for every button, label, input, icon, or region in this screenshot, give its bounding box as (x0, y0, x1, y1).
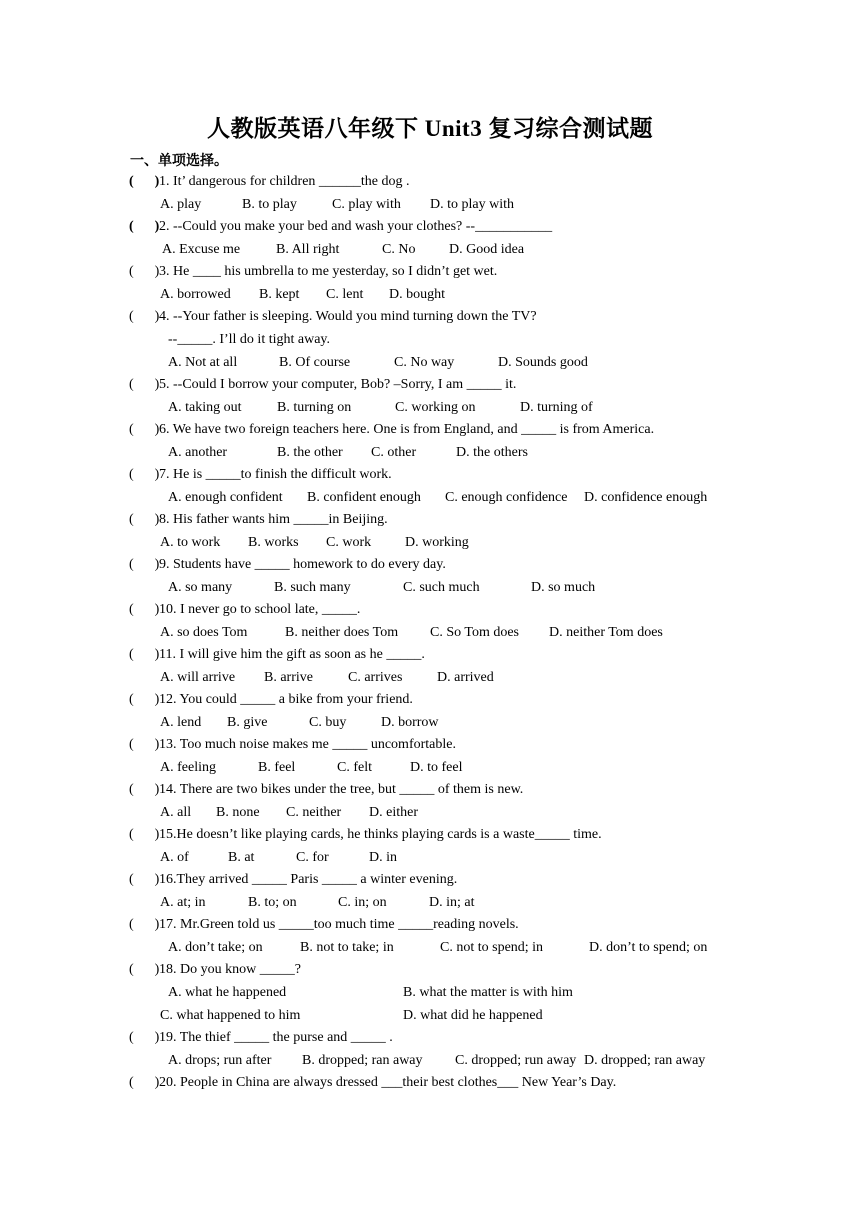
option-b: B. dropped; ran away (302, 1053, 423, 1068)
option-a: A. another (168, 445, 228, 460)
question-stem: 12. You could _____ a bike from your friend. (159, 692, 413, 707)
question-15 (129, 827, 602, 843)
page-title: 人教版英语八年级下 Unit3 复习综合测试题 (207, 116, 653, 141)
option-b: B. neither does Tom (285, 625, 399, 640)
answer-blank[interactable]: ( ) (129, 827, 160, 842)
option-b: B. arrive (264, 670, 313, 685)
option-c: C. what happened to him (160, 1008, 301, 1023)
option-b: B. what the matter is with him (403, 985, 573, 1000)
option-c: C. No way (394, 355, 455, 370)
option-d: D. what did he happened (403, 1008, 543, 1023)
question-18 (129, 962, 301, 978)
option-d: D. in; at (429, 895, 475, 910)
option-a: A. drops; run after (168, 1053, 272, 1068)
answer-blank[interactable]: ( ) (129, 512, 160, 527)
question-10 (129, 602, 360, 618)
option-d: D. Sounds good (498, 355, 588, 370)
option-b: B. to; on (248, 895, 297, 910)
answer-blank[interactable]: ( ) (129, 264, 160, 279)
option-c: C. not to spend; in (440, 940, 544, 955)
question-4 (129, 309, 537, 325)
question-stem: 18. Do you know _____? (159, 962, 301, 977)
option-d: D. working (405, 535, 469, 550)
option-c: C. So Tom does (430, 625, 519, 640)
option-d: D. bought (389, 287, 445, 302)
option-a: A. play (160, 197, 202, 212)
question-9 (129, 557, 446, 573)
question-17 (129, 917, 519, 933)
option-b: B. Of course (279, 355, 351, 370)
question-stem: 20. People in China are always dressed ___their best clothes___ New Year’s Day. (159, 1075, 617, 1090)
option-b: B. confident enough (307, 490, 421, 505)
question-3 (129, 264, 497, 280)
answer-blank[interactable]: ( ) (129, 872, 160, 887)
question-1 (129, 174, 410, 190)
option-c: C. No (382, 242, 416, 257)
question-19 (129, 1030, 393, 1046)
question-stem: 17. Mr.Green told us _____too much time _____reading novels. (159, 917, 519, 932)
question-stem: 10. I never go to school late, _____. (159, 602, 361, 617)
option-c: C. other (371, 445, 417, 460)
question-7 (129, 467, 392, 483)
option-b: B. feel (258, 760, 296, 775)
answer-blank[interactable]: ( ) (129, 647, 160, 662)
option-b: B. the other (277, 445, 343, 460)
option-c: C. in; on (338, 895, 387, 910)
option-b: B. none (216, 805, 260, 820)
question-16 (129, 872, 457, 888)
option-b: B. such many (274, 580, 351, 595)
answer-blank[interactable]: ( ) (129, 557, 160, 572)
question-stem: 1. It’ dangerous for children ______the dog . (159, 174, 410, 189)
option-a: A. taking out (168, 400, 242, 415)
option-a: A. Not at all (168, 355, 238, 370)
option-b: B. kept (259, 287, 300, 302)
answer-blank[interactable]: ( ) (129, 962, 160, 977)
question-8 (129, 512, 388, 528)
answer-blank[interactable]: ( ) (129, 1030, 160, 1045)
question-stem: 11. I will give him the gift as soon as he _____. (159, 647, 425, 662)
option-b: B. to play (242, 197, 297, 212)
option-b: B. All right (276, 242, 340, 257)
answer-blank[interactable]: ( ) (129, 309, 160, 324)
option-a: A. lend (160, 715, 202, 730)
option-b: B. give (227, 715, 268, 730)
question-stem: 6. We have two foreign teachers here. One is from England, and _____ is from America. (159, 422, 655, 437)
answer-blank[interactable]: ( ) (129, 917, 160, 932)
option-d: D. to play with (430, 197, 514, 212)
option-d: D. neither Tom does (549, 625, 663, 640)
option-d: D. confidence enough (584, 490, 708, 505)
option-d: D. the others (456, 445, 528, 460)
option-d: D. dropped; ran away (584, 1053, 706, 1068)
question-stem: 16.They arrived _____ Paris _____ a winter evening. (159, 872, 458, 887)
option-d: D. arrived (437, 670, 494, 685)
question-13 (129, 737, 456, 753)
answer-blank[interactable]: ( ) (129, 422, 160, 437)
question-stem-continued: --_____. I’ll do it tight away. (168, 332, 331, 347)
option-a: A. so does Tom (160, 625, 248, 640)
option-a: A. at; in (160, 895, 206, 910)
option-d: D. don’t to spend; on (589, 940, 708, 955)
option-c: C. such much (403, 580, 480, 595)
question-stem: 9. Students have _____ homework to do every day. (159, 557, 446, 572)
answer-blank[interactable]: ( ) (129, 219, 160, 234)
question-stem: 13. Too much noise makes me _____ uncomfortable. (159, 737, 456, 752)
option-c: C. for (296, 850, 329, 865)
option-c: C. work (326, 535, 372, 550)
answer-blank[interactable]: ( ) (129, 1075, 160, 1090)
question-stem: 5. --Could I borrow your computer, Bob? –Sorry, I am _____ it. (159, 377, 517, 392)
answer-blank[interactable]: ( ) (129, 602, 160, 617)
option-b: B. not to take; in (300, 940, 394, 955)
option-b: B. works (248, 535, 299, 550)
answer-blank[interactable]: ( ) (129, 174, 160, 189)
option-a: A. feeling (160, 760, 216, 775)
option-c: C. dropped; run away (455, 1053, 577, 1068)
option-c: C. arrives (348, 670, 403, 685)
option-d: D. to feel (410, 760, 463, 775)
option-c: C. buy (309, 715, 347, 730)
answer-blank[interactable]: ( ) (129, 377, 160, 392)
option-d: D. borrow (381, 715, 439, 730)
option-b: B. turning on (277, 400, 352, 415)
question-stem: 19. The thief _____ the purse and _____ . (159, 1030, 393, 1045)
question-12 (129, 692, 413, 708)
option-c: C. working on (395, 400, 476, 415)
option-c: C. felt (337, 760, 372, 775)
option-a: A. all (160, 805, 192, 820)
option-d: D. in (369, 850, 397, 865)
option-a: A. what he happened (168, 985, 287, 1000)
question-stem: 14. There are two bikes under the tree, but _____ of them is new. (159, 782, 524, 797)
answer-blank[interactable]: ( ) (129, 692, 160, 707)
option-d: D. turning of (520, 400, 593, 415)
option-d: D. so much (531, 580, 596, 595)
option-d: D. Good idea (449, 242, 525, 257)
option-a: A. to work (160, 535, 221, 550)
question-stem: 4. --Your father is sleeping. Would you mind turning down the TV? (159, 309, 537, 324)
question-stem: 8. His father wants him _____in Beijing. (159, 512, 388, 527)
option-a: A. so many (168, 580, 233, 595)
option-d: D. either (369, 805, 418, 820)
question-14 (129, 782, 523, 798)
section-heading: 一、单项选择。 (130, 154, 228, 169)
answer-blank[interactable]: ( ) (129, 467, 160, 482)
question-stem: 15.He doesn’t like playing cards, he thinks playing cards is a waste_____ time. (159, 827, 602, 842)
option-a: A. borrowed (160, 287, 231, 302)
option-c: C. lent (326, 287, 364, 302)
question-stem: 7. He is _____to finish the difficult work. (159, 467, 392, 482)
option-c: C. neither (286, 805, 342, 820)
option-a: A. don’t take; on (168, 940, 263, 955)
option-a: A. of (160, 850, 189, 865)
option-c: C. play with (332, 197, 401, 212)
option-a: A. enough confident (168, 490, 283, 505)
option-a: A. will arrive (160, 670, 236, 685)
answer-blank[interactable]: ( ) (129, 782, 160, 797)
question-11 (129, 647, 425, 663)
question-stem: 2. --Could you make your bed and wash your clothes? --___________ (159, 219, 553, 234)
option-c: C. enough confidence (445, 490, 568, 505)
question-stem: 3. He ____ his umbrella to me yesterday, so I didn’t get wet. (159, 264, 498, 279)
question-20 (129, 1075, 616, 1091)
option-a: A. Excuse me (162, 242, 241, 257)
option-b: B. at (228, 850, 255, 865)
question-6 (129, 422, 654, 438)
question-5 (129, 377, 516, 393)
answer-blank[interactable]: ( ) (129, 737, 160, 752)
question-2 (129, 219, 552, 235)
